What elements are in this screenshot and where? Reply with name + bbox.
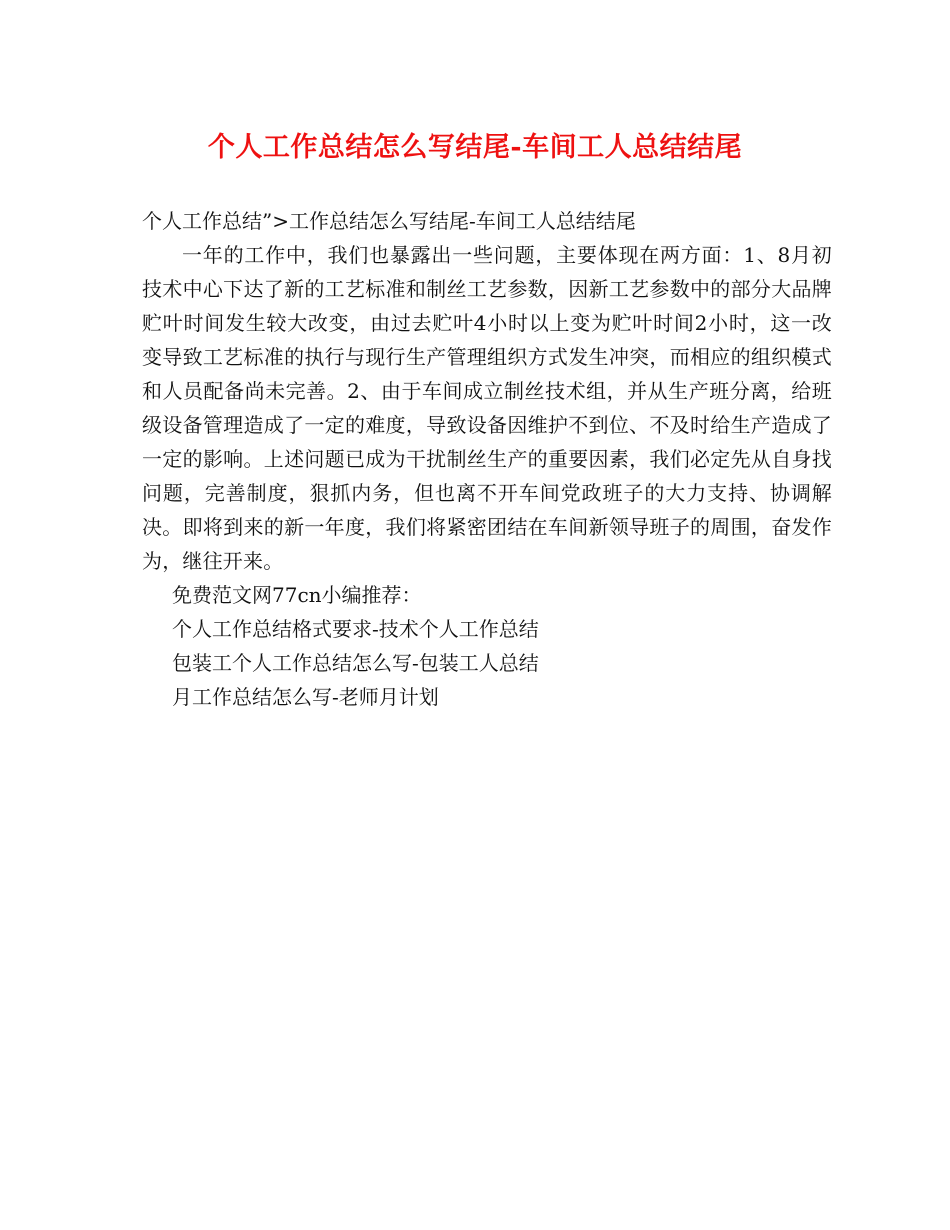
body-paragraph: 一年的工作中，我们也暴露出一些问题，主要体现在两方面：1、8月初技术中心下达了新的工艺标准和制丝工艺参数，因新工艺参数中的部分大品牌贮叶时间发生较大改变，由过去贮叶4小时以上变为贮叶时间2小时，这一改变导致工艺标准的执行与现行生产管理组织方式发生冲突，而相应的组织模式和人员配备尚未完善。2、由于车间成立制丝技术组，并从生产班分离，给班级设备管理造成了一定的难度，导致设备因维护不到位、不及时给生产造成了一定的影响。上述问题已成为干扰制丝生产的重要因素，我们必定先从自身找问题，完善制度，狠抓内务，但也离不开车间党政班子的大力支持、协调解决。即将到来的新一年度，我们将紧密团结在车间新领导班子的周围，奋发作为，继往开来。 — [142, 243, 832, 573]
breadcrumb: 个人工作总结”>工作总结怎么写结尾-车间工人总结结尾 — [142, 209, 636, 233]
recommend-link-1[interactable]: 个人工作总结格式要求-技术个人工作总结 — [172, 617, 539, 641]
document-body — [142, 204, 832, 714]
document-title: 个人工作总结怎么写结尾-车间工人总结结尾 — [207, 132, 743, 163]
recommend-heading: 免费范文网77cn小编推荐： — [172, 583, 422, 607]
recommend-link-2[interactable]: 包装工个人工作总结怎么写-包装工人总结 — [172, 651, 539, 675]
recommend-link-3[interactable]: 月工作总结怎么写-老师月计划 — [172, 685, 439, 709]
